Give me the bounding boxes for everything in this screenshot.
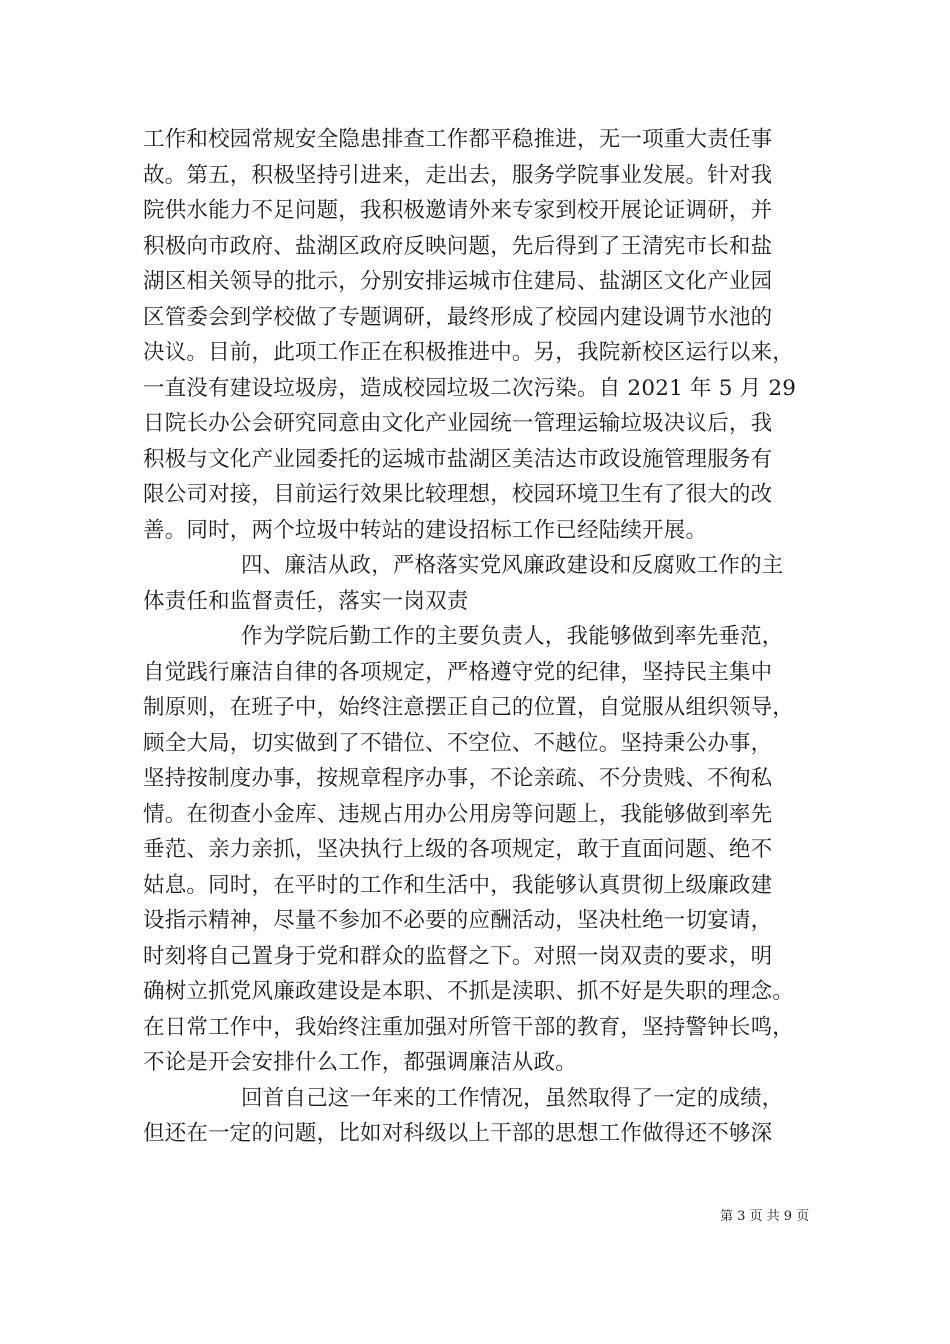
text-line: 善。同时，两个垃圾中转站的建设招标工作已经陆续开展。 [143, 517, 708, 543]
text-line: 一直没有建设垃圾房，造成校园垃圾二次污染。自 2021 年 5 月 29 [143, 375, 797, 401]
text-line: 顾全大局，切实做到了不错位、不空位、不越位。坚持秉公办事， [143, 730, 773, 756]
text-line: 制原则，在班子中，始终注意摆正自己的位置，自觉服从组织领导， [143, 695, 795, 720]
text-line: 院供水能力不足问题，我积极邀请外来专家到校开展论证调研，并 [143, 198, 773, 223]
page-number-footer: 第 3 页 共 9 页 [720, 1209, 810, 1224]
text-line: 垂范、亲力亲抓，坚决执行上级的各项规定，敢于直面问题、绝不 [143, 837, 773, 862]
text-line: 确树立抓党风廉政建设是本职、不抓是渎职、抓不好是失职的理念。 [143, 979, 795, 1004]
text-line: 作为学院后勤工作的主要负责人，我能够做到率先垂范， [241, 624, 784, 649]
text-line: 体责任和监督责任，落实一岗双责 [143, 588, 469, 614]
text-line: 在日常工作中，我始终注重加强对所管干部的教育，坚持警钟长鸣， [143, 1014, 795, 1040]
text-line: 姑息。同时，在平时的工作和生活中，我能够认真贯彻上级廉政建 [143, 872, 773, 898]
document-body [143, 122, 823, 1152]
text-line: 自觉践行廉洁自律的各项规定，严格遵守党的纪律，坚持民主集中 [143, 659, 773, 685]
text-line: 四、廉洁从政，严格落实党风廉政建设和反腐败工作的主 [241, 553, 784, 578]
text-line: 湖区相关领导的批示，分别安排运城市住建局、盐湖区文化产业园 [143, 269, 773, 294]
text-line: 坚持按制度办事，按规章程序办事，不论亲疏、不分贵贱、不徇私 [143, 766, 773, 791]
text-line: 决议。目前，此项工作正在积极推进中。另，我院新校区运行以来， [143, 340, 795, 365]
text-line: 日院长办公会研究同意由文化产业园统一管理运输垃圾决议后，我 [143, 411, 773, 436]
text-line: 积极与文化产业园委托的运城市盐湖区美洁达市政设施管理服务有 [143, 446, 773, 472]
text-line: 情。在彻查小金库、违规占用办公用房等问题上，我能够做到率先 [143, 801, 773, 827]
text-line: 故。第五，积极坚持引进来，走出去，服务学院事业发展。针对我 [143, 162, 773, 188]
text-line: 工作和校园常规安全隐患排查工作都平稳推进，无一项重大责任事 [143, 127, 773, 152]
text-line: 积极向市政府、盐湖区政府反映问题，先后得到了王清宪市长和盐 [143, 233, 773, 259]
text-line: 不论是开会安排什么工作，都强调廉洁从政。 [143, 1050, 578, 1075]
text-line: 区管委会到学校做了专题调研，最终形成了校园内建设调节水池的 [143, 304, 773, 330]
text-line: 设指示精神，尽量不参加不必要的应酬活动，坚决杜绝一切宴请， [143, 908, 773, 933]
text-line: 限公司对接，目前运行效果比较理想，校园环境卫生有了很大的改 [143, 482, 773, 507]
text-line: 但还在一定的问题，比如对科级以上干部的思想工作做得还不够深 [143, 1121, 773, 1146]
text-line: 时刻将自己置身于党和群众的监督之下。对照一岗双责的要求，明 [143, 943, 773, 969]
text-line: 回首自己这一年来的工作情况，虽然取得了一定的成绩， [241, 1085, 784, 1111]
